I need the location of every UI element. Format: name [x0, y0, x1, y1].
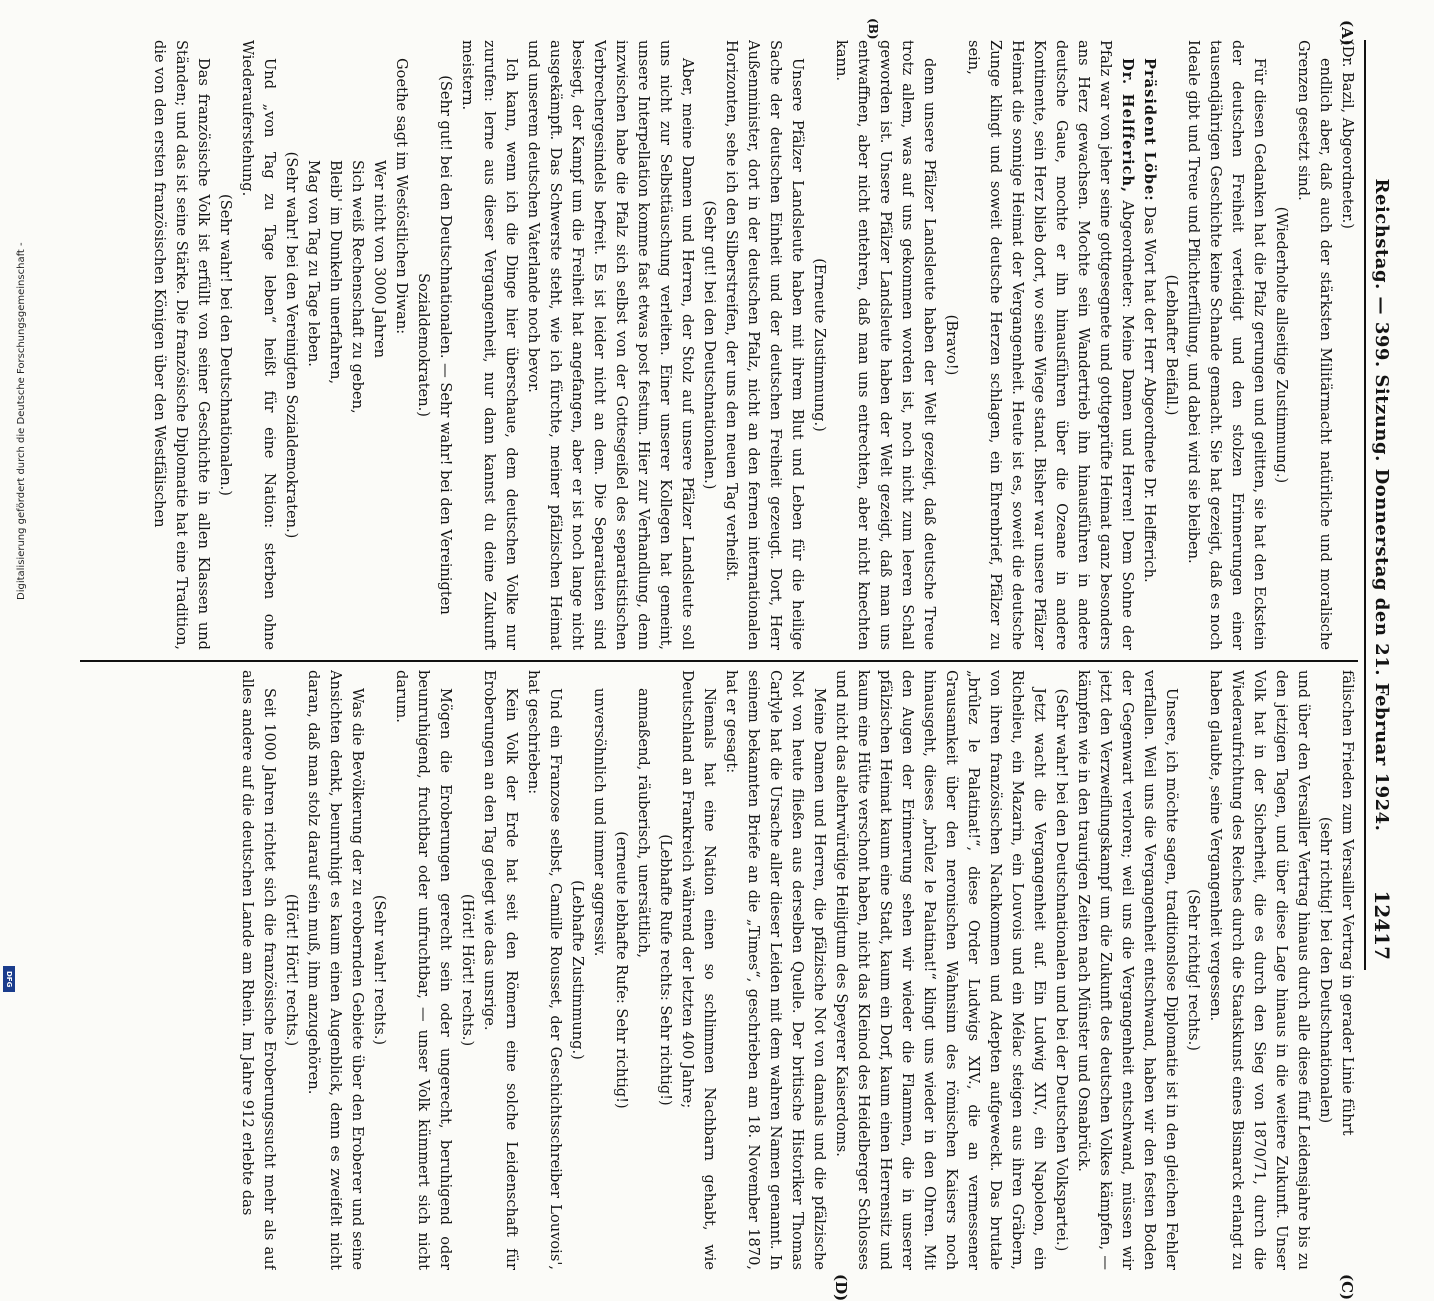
margin-marker-a: (A) — [1338, 20, 1356, 46]
margin-marker-b: (B) — [866, 18, 880, 40]
paragraph — [720, 670, 830, 1270]
paragraph — [676, 670, 720, 1270]
paragraph-text: (Lebhafte Zustimmung.) — [569, 880, 586, 1060]
paragraph-text: Unsere, ich möchte sagen, traditionslose Diplomatie ist in den gleichen Fehler verfallen. Weil uns die Vergangenheit entschwand, haben wir den festen Boden der Gegenwart verloren; weil uns die Vergangenheit entschwand, müssen wir jetzt den Verzweiflungskampf um die Zukunft des deutschen Volkes kämpfen, — kämpfen wie in den traurigen Zeiten nach Münster und Osnabrück. — [1075, 670, 1180, 1270]
paragraph-text: Und ein Franzose selbst, Camille Rousset, der Geschichtsschreiber Louvois', hat geschrieben: — [525, 670, 564, 1270]
paragraph-text: (Wiederholte allseitige Zustimmung.) — [1273, 206, 1290, 484]
interjection — [280, 670, 302, 1270]
paragraph-text: Mag von Tag zu Tage leben. — [305, 160, 322, 367]
interjection — [412, 40, 456, 650]
paragraph-text: (Hört! Hört! rechts.) — [459, 893, 476, 1047]
paragraph-text: endlich aber, daß auch der stärksten Militärmacht natürliche und moralische Grenzen gesetzt sind. — [1295, 40, 1334, 650]
paragraph — [1138, 40, 1160, 650]
interjection — [368, 670, 390, 1270]
paragraph-text: unversöhnlich und immer aggressiv. — [591, 688, 608, 957]
paragraph — [456, 40, 522, 650]
interjection — [1160, 40, 1182, 650]
paragraph — [1182, 40, 1270, 650]
paragraph — [478, 670, 522, 1270]
paragraph — [236, 40, 280, 650]
paragraph — [390, 670, 456, 1270]
paragraph-text: Bleib' im Dunkeln unerfahren, — [327, 160, 344, 385]
paragraph-text: (erneute lebhafte Rufe: Sehr richtig!) — [613, 831, 630, 1109]
paragraph-text: Das französische Volk ist erfüllt von seiner Geschichte in allen Klassen und Ständen; und das ist seine Stärke. Die französische Diplomatie hat eine Tradition, die von den ersten französischen Königen über den Westfälischen — [151, 40, 212, 650]
paragraph — [236, 670, 280, 1270]
digitization-notice: Digitalisierung gefördert durch die Deutsche Forschungsgemeinschaft - — [16, 242, 27, 600]
paragraph — [1336, 670, 1358, 1270]
paragraph-text: Ich kann, wenn ich die Dinge hier überschaue, dem deutschen Volke nur zurufen: lerne aus dieser Vergangenheit, nur dann kannst du deine Zukunft meistern. — [459, 40, 520, 650]
paragraph — [522, 670, 566, 1270]
interjection — [456, 670, 478, 1270]
paragraph-text: Das Wort hat der Herr Abgeordnete Dr. Helfferich. — [1141, 201, 1158, 583]
paragraph-text: Unsere Pfälzer Landsleute haben mit ihrem Blut und Leben für die heilige Sache der deutschen Einheit und der deutschen Freiheit gezeugt. Dort, Herr Außenminister, dort in der deutschen Pfalz, nicht an den fernen internationalen Horizonten, sehe ich den Silberstreifen, der uns den neuen Tag verheißt. — [723, 40, 806, 650]
paragraph-text: Aber, meine Damen und Herren, der Stolz auf unsere Pfälzer Landsleute soll uns nicht zur Selbsttäuschung verleiten. Einer unserer Kollegen hat gemeint, unsere Interpellation komme fast etwas post festum. Hier zur Verhandlung, denn inzwischen habe die Pfalz sich selbst von der Gottesgeißel des separatistischen Verbrechergesindels befreit. Es ist leider nicht an dem. Die Separatisten sind besiegt, der Kampf um die Freiheit hat angefangen, aber er ist noch lange nicht ausgekämpft. Das Schwerste steht, wie ich fürchte, meiner pfälzischen Heimat und unserem deutschen Vaterlande noch bevor. — [525, 40, 696, 650]
paragraph-text: (Bravo!) — [943, 314, 960, 376]
paragraph-text: (Sehr wahr! bei den Deutschnationalen und bei der Deutschen Volkspartei.) — [1053, 688, 1070, 1252]
paragraph-text: fälischen Frieden zum Versailler Vertrag in gerader Linie führt — [1339, 670, 1356, 1136]
paragraph-text: Seit 1000 Jahren richtet sich die französische Eroberungssucht mehr als auf alles andere auf die deutschen Lande am Rhein. Im Jahre 912 erlebte das — [239, 670, 278, 1270]
verse-line — [324, 40, 346, 650]
paragraph-text: (sehr richtig! bei den Deutschnationalen) — [1317, 816, 1334, 1124]
paragraph-text: Und „von Tag zu Tage leben“ heißt für eine Nation: sterben ohne Wiederauferstehung. — [239, 40, 278, 650]
running-title: Reichstag. — 399. Sitzung. Donnerstag den 21. Februar 1924. — [1371, 178, 1392, 832]
interjection — [566, 670, 588, 1270]
paragraph-text: (Sehr wahr! rechts.) — [371, 894, 388, 1046]
dfg-logo: DFG — [3, 966, 15, 992]
rotated-page — [60, 0, 1400, 1301]
paragraph — [148, 40, 214, 650]
interjection — [214, 40, 236, 650]
margin-marker-d: (D) — [832, 1274, 850, 1301]
paragraph — [390, 40, 412, 650]
paragraph — [1072, 670, 1182, 1270]
paragraph-text: (Sehr gut! bei den Deutschnationalen. — Sehr wahr! bei den Vereinigten Sozialdemokraten.) — [415, 75, 454, 615]
speaker-name: Präsident Löbe: — [1141, 58, 1158, 202]
verse-line — [346, 40, 368, 650]
paragraph — [962, 40, 1138, 650]
margin-marker-c: (C) — [1338, 1274, 1356, 1301]
verse-line — [368, 40, 390, 650]
paragraph-text: (Dr. Bazil, Abgeordneter.) — [1339, 40, 1356, 229]
paragraph-text: (Sehr wahr! bei den Vereinigten Sozialdemokraten.) — [283, 151, 300, 539]
interjection — [698, 40, 720, 650]
interjection — [280, 40, 302, 650]
paragraph-text: (Erneute Zustimmung.) — [811, 258, 828, 432]
interjection — [808, 40, 830, 650]
paragraph — [632, 670, 654, 1270]
header-rule — [1364, 40, 1366, 970]
paragraph — [522, 40, 698, 650]
paragraph-text: (Sehr richtig! rechts.) — [1185, 889, 1202, 1051]
paragraph-text: denn unsere Pfälzer Landsleute haben der Welt gezeigt, daß deutsche Treue trotz allem, was auf uns gekommen worden ist, noch nicht zum leeren Schall geworden ist. Unsere Pfälzer Landsleute haben der Welt gezeigt, daß man uns entwaffnen, aber nicht entehren, daß man uns entrechten, aber nicht knechten kann. — [833, 40, 938, 650]
paragraph-text: (Sehr wahr! bei den Deutschnationalen.) — [217, 194, 234, 496]
left-column — [80, 40, 1358, 650]
interjection — [1050, 670, 1072, 1270]
interjection — [654, 670, 676, 1270]
paragraph-text: Goethe sagt im Westöstlichen Diwan: — [393, 58, 410, 335]
paragraph-text: Für diesen Gedanken hat die Pfalz gerungen und gelitten, sie hat den Eckstein der deutschen Freiheit verteidigt und den stolzen Erinnerungen einer tausendjährigen Geschichte keine Schande gemacht. Sie hat gezeigt, daß es noch Ideale gibt und Treue und Pflichterfüllung, und dabei wird sie bleiben. — [1185, 40, 1268, 650]
paragraph-text: Sich weiß Rechenschaft zu geben, — [349, 160, 366, 414]
paragraph — [1204, 670, 1314, 1270]
interjection — [940, 40, 962, 650]
digitization-footer — [2, 0, 27, 1000]
interjection — [1314, 670, 1336, 1270]
speaker-name: Dr. Helfferich, — [1119, 58, 1136, 194]
interjection — [1182, 670, 1204, 1270]
paragraph-text: Mögen die Eroberungen gerecht sein oder ungerecht, beruhigend oder beunruhigend, fruchtbar oder unfruchtbar, — unser Volk kümmert sich nicht darum. — [393, 670, 454, 1270]
interjection — [1270, 40, 1292, 650]
paragraph-text: (Sehr gut! bei den Deutschnationalen.) — [701, 200, 718, 490]
paragraph-text: (Hört! Hört! rechts.) — [283, 893, 300, 1047]
paragraph-text: Kein Volk der Erde hat seit den Römern eine solche Leidenschaft für Eroberungen an den Tag gelegt wie das unsrige. — [481, 670, 520, 1270]
paragraph-text: Wer nicht von 3000 Jahren — [371, 160, 388, 359]
running-head — [1364, 40, 1394, 970]
interjection — [610, 670, 632, 1270]
paragraph-text: und über den Versailler Vertrag hinaus durch alle diese fünf Leidensjahre bis zu den jetzigen Tagen, und über diese Lage hinaus in die weitere Zukunft. Unser Volk hat in der Sicherheit, die es durch den Sieg von 1870/71, durch die Wiederaufrichtung des Reiches durch die Staatskunst eines Bismarck erlangt zu haben glaubte, seine Vergangenheit vergessen. — [1207, 670, 1312, 1270]
paragraph-text: anmaßend, räuberisch, unersättlich, — [635, 688, 652, 958]
column-rule — [80, 660, 1358, 662]
paragraph-text: Was die Bevölkerung der zu erobernden Gebiete über den Eroberer und seine Ansichten denkt, beunruhigt es kaum einen Augenblick, denn es zweifelt nicht daran, daß man stolz darauf sein muß, ihm anzugehören. — [305, 670, 366, 1270]
paragraph-text: Abgeordneter: Meine Damen und Herren! Dem Sohne der Pfalz war von jeher seine gottgesegnete und gottgeprüfte Heimat ganz besonders ans Herz gewachsen. Mochte sein Wandertrieb ihn hinausführen in andere deutsche Gaue, mochte er ihn hinausführen über die Ozeane in andere Kontinente, sein Herz blieb dort, wo seine Wiege stand. Bisher war unsere Pfälzer Heimat die sonnige Heimat der Vergangenheit. Heute ist es, soweit die deutsche Zunge klingt und soweit deutsche Herzen schlagen, ein Ehrenbrief, Pfälzer zu sein, — [965, 40, 1136, 650]
page-number: 12417 — [1370, 890, 1394, 960]
paragraph — [1292, 40, 1336, 650]
paragraph — [720, 40, 808, 650]
paragraph-text: Jetzt wacht die Vergangenheit auf. Ein Ludwig XIV., ein Napoleon, ein Richelieu, ein Mazarin, ein Louvois und ein Mélac steigen aus ihren Gräbern, von ihren französischen Nachkommen und Adepten aufgeweckt. Das brutale „brûlez le Palatinat!“, diese Order Ludwigs XIV., die an vermessener Grausamkeit über den neronischen Wahnsinn des römischen Kaisers noch hinausgeht, dieses „brûlez le Palatinat!“ klingt uns wieder in den Ohren. Mit den Augen der Erinnerung sehen wir wieder die Flammen, die in unserer pfälzischen Heimat kaum eine Stadt, kaum ein Dorf, kaum einen Herrensitz und kaum eine Hütte verschont haben, nicht das Kleinod des Heidelberger Schlosses und nicht das altehrwürdige Heiligtum des Speyerer Kaiserdoms. — [833, 670, 1048, 1270]
paragraph — [588, 670, 610, 1270]
verse-line — [302, 40, 324, 650]
paragraph-text: Meine Damen und Herren, die pfälzische Not von damals und die pfälzische Not von heute fließen aus derselben Quelle. Der britische Historiker Thomas Carlyle hat die Ursache aller dieser Leiden mit dem wahren Namen genannt. In seinem bekannten Briefe an die „Times“, geschrieben am 18. November 1870, hat er gesagt: — [723, 670, 828, 1270]
paragraph-text: (Lebhafte Rufe rechts: Sehr richtig!) — [657, 834, 674, 1106]
paragraph — [830, 670, 1050, 1270]
paragraph — [830, 40, 940, 650]
right-column — [80, 670, 1358, 1270]
paragraph-text: Niemals hat eine Nation einen so schlimmen Nachbarn gehabt, wie Deutschland an Frankreich während der letzten 400 Jahre; — [679, 670, 718, 1270]
paragraph-text: (Lebhafter Beifall.) — [1163, 274, 1180, 416]
paragraph — [1336, 40, 1358, 650]
paragraph — [302, 670, 368, 1270]
